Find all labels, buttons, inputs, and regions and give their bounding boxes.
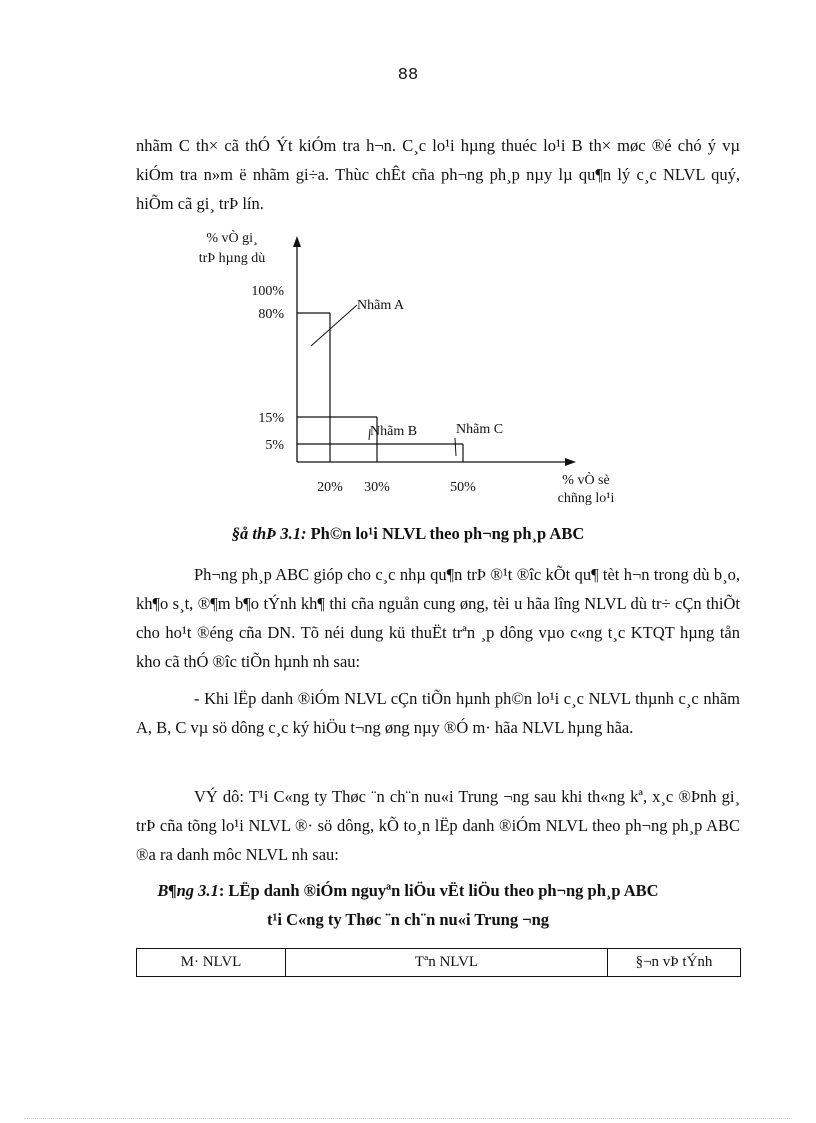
x-tick-label-2: 50% <box>450 480 476 495</box>
table-title-text: : LËp danh ®iÓm nguyªn liÖu vËt liÖu theo ph¬ng ph¸p ABC <box>218 881 659 900</box>
x-tick-label-1: 30% <box>364 480 390 495</box>
table-title-lead: B¶ng 3.1 <box>157 881 219 900</box>
group-label-2: Nhãm C <box>456 422 504 437</box>
page-number: 88 <box>397 66 419 85</box>
paragraph-1: nhãm C th× cã thÓ Ýt kiÓm tra h¬n. C¸c lo¹i hµng thuéc lo¹i B th× møc ®é chó ý vµ kiÓm tra n»m ë nhãm gi÷a. Thùc chÊt cña ph¬ng ph¸p nµy lµ qu¶n lý c¸c NLVL quý, hiÕm cã gi¸ trÞ lín. <box>136 136 740 213</box>
x-axis-label-line-2: chñng lo¹i <box>557 491 615 506</box>
table-title-line-1 <box>0 876 816 905</box>
y-axis-label-line-2: trÞ hµng dù <box>198 251 266 266</box>
paragraph-2: Ph¬ng ph¸p ABC gióp cho c¸c nhµ qu¶n trÞ ®¹t ®îc kÕt qu¶ tèt h¬n trong dù b¸o, kh¶o s¸t, ®¶m b¶o tÝnh kh¶ thi cña nguån cung øng, tèi u hãa lîng NLVL dù tr÷ cÇn thiÕt cho ho¹t ®éng cña DN. Tõ néi dung kü thuËt trªn ¸p dông vµo c«ng t¸c KTQT hµng tån kho cã thÓ ®îc tiÕn hµnh nh sau: <box>136 565 740 671</box>
y-tick-label-2: 15% <box>258 411 284 426</box>
y-axis-label-line-1: % vÒ gi¸ <box>206 231 258 246</box>
group-labels <box>311 298 503 456</box>
y-axis-arrow <box>293 236 301 247</box>
x-axis-arrow <box>565 458 576 466</box>
paragraph-3: - Khi lËp danh ®iÓm NLVL cÇn tiÕn hµnh ph©n lo¹i c¸c NLVL thµnh c¸c nhãm A, B, C vµ sö dông c¸c ký hiÖu t¬ng øng nµy ®Ó m· hãa NLVL hµng hãa. <box>136 689 740 737</box>
caption-text: Ph©n lo¹i NLVL theo ph¬ng ph¸p ABC <box>306 524 585 543</box>
y-tick-labels <box>251 284 284 453</box>
header-code: M· NLVL <box>137 949 286 977</box>
group-label-0: Nhãm A <box>357 298 405 313</box>
group-steps <box>297 313 463 462</box>
table-title <box>0 876 816 934</box>
group-label-1: Nhãm B <box>370 424 418 439</box>
header-name: Tªn NLVL <box>286 949 608 977</box>
page-bottom-rule <box>24 1118 792 1119</box>
abc-chart <box>190 222 660 512</box>
x-axis-label <box>558 471 615 506</box>
group-leader-0 <box>311 305 357 346</box>
header-unit: §¬n vÞ tÝnh <box>608 949 741 977</box>
y-tick-label-1: 80% <box>258 307 284 322</box>
chart-caption <box>0 524 816 544</box>
y-tick-label-0: 100% <box>251 284 284 299</box>
x-axis-label-line-1: % vÒ sè <box>562 473 610 488</box>
paragraph-4: VÝ dô: T¹i C«ng ty Thøc ¨n ch¨n nu«i Trung ¬ng sau khi th«ng kª, x¸c ®Þnh gi¸ trÞ cña tõng lo¹i NLVL ®· sö dông, kÕ to¸n lËp danh ®iÓm NLVL theo ph¬ng ph¸p ABC ®a ra danh môc NLVL nh sau: <box>136 787 740 864</box>
table-header-row <box>137 949 741 977</box>
y-tick-label-3: 5% <box>265 438 284 453</box>
group-leader-2 <box>455 438 456 456</box>
caption-lead: §å thÞ 3.1: <box>231 524 307 543</box>
y-axis-label <box>199 229 265 266</box>
x-tick-label-0: 20% <box>317 480 343 495</box>
nlvl-table <box>136 948 741 977</box>
table-title-line-2: t¹i C«ng ty Thøc ¨n ch¨n nu«i Trung ¬ng <box>266 910 550 929</box>
x-tick-labels <box>317 480 476 495</box>
